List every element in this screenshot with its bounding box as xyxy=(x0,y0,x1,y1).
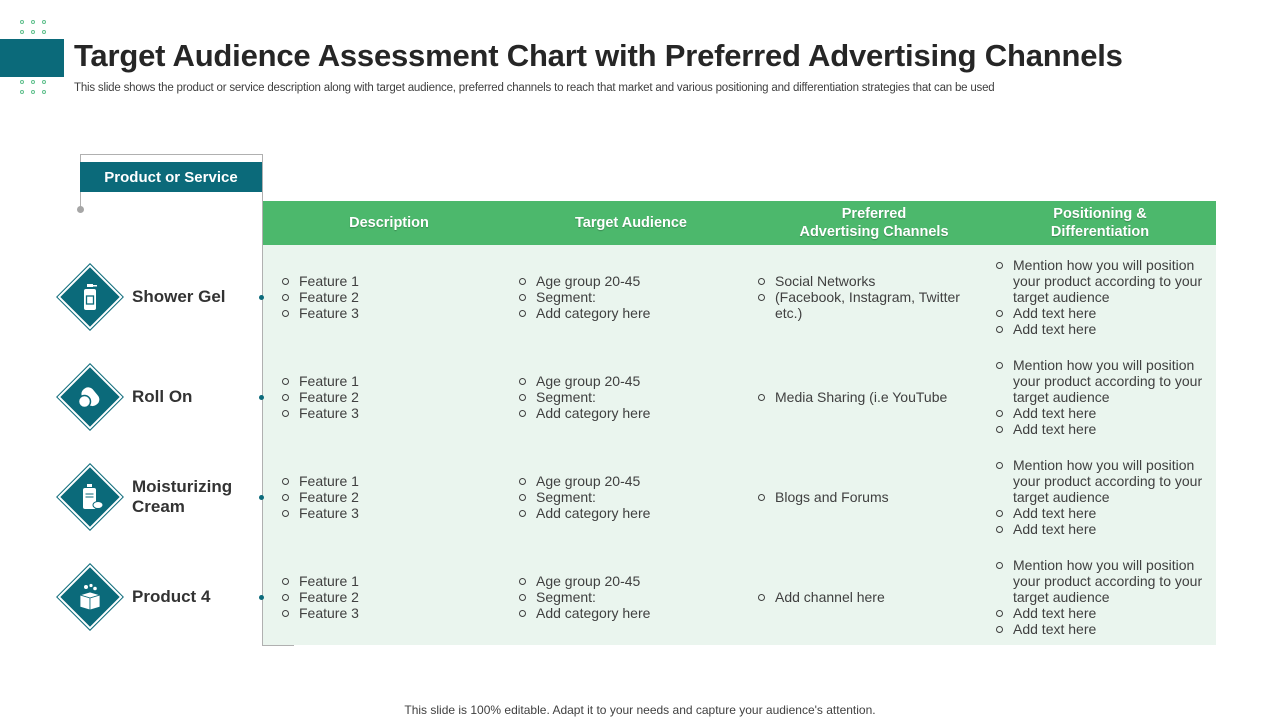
bullet-item: Feature 3 xyxy=(281,605,481,621)
product-name: Moisturizing Cream xyxy=(132,477,233,516)
decorative-dot xyxy=(20,30,24,34)
bullet-item: Feature 2 xyxy=(281,289,481,305)
cell-description xyxy=(281,573,481,621)
bullet-item: Segment: xyxy=(518,489,738,505)
bullet-item: Add category here xyxy=(518,305,738,321)
bullet-item: Add text here xyxy=(995,621,1215,637)
bullet-item: Feature 3 xyxy=(281,305,481,321)
bullet-item: Feature 1 xyxy=(281,273,481,289)
column-header-positioning: Positioning & Differentiation xyxy=(1050,206,1150,240)
decorative-dot xyxy=(42,80,46,84)
bullet-item: Add category here xyxy=(518,505,738,521)
table-header xyxy=(263,201,1216,245)
cell-positioning xyxy=(995,257,1215,337)
bullet-item: Age group 20-45 xyxy=(518,373,738,389)
cell-channels xyxy=(757,489,972,505)
bullet-item: Add channel here xyxy=(757,589,972,605)
product-service-header: Product or Service xyxy=(80,162,262,192)
bullet-item: Feature 1 xyxy=(281,373,481,389)
bullet-item: Age group 20-45 xyxy=(518,573,738,589)
bullet-item: Segment: xyxy=(518,389,738,405)
column-header-description: Description xyxy=(349,215,429,231)
bracket-knob xyxy=(77,206,84,213)
cell-description xyxy=(281,473,481,521)
cell-audience xyxy=(518,273,738,321)
bracket-line-top xyxy=(80,154,263,155)
cell-positioning xyxy=(995,557,1215,637)
column-header-advertising-channels: Preferred Advertising Channels xyxy=(799,206,949,240)
bullet-item: Add text here xyxy=(995,305,1215,321)
decorative-dot xyxy=(42,20,46,24)
bullet-item: Feature 3 xyxy=(281,405,481,421)
cell-audience xyxy=(518,373,738,421)
bullet-item: Add text here xyxy=(995,421,1215,437)
row-connector-dot xyxy=(259,495,264,500)
bullet-item: Add text here xyxy=(995,521,1215,537)
decorative-dot xyxy=(42,90,46,94)
bullet-item: Add text here xyxy=(995,605,1215,621)
cell-description xyxy=(281,373,481,421)
cell-channels xyxy=(757,273,972,321)
cell-channels xyxy=(757,589,972,605)
bullet-item: Mention how you will position your product according to your target audience xyxy=(995,457,1215,505)
decorative-dot xyxy=(31,90,35,94)
bullet-item: Mention how you will position your product according to your target audience xyxy=(995,357,1215,405)
bullet-item: Media Sharing (i.e YouTube xyxy=(757,389,972,405)
bullet-item: Add category here xyxy=(518,405,738,421)
decorative-dot xyxy=(20,90,24,94)
gift-box-icon xyxy=(74,581,106,613)
bullet-item: Feature 2 xyxy=(281,589,481,605)
page-subtitle: This slide shows the product or service description along with target audience, preferred channels to reach that market and various positioning and differentiation strategies that can be used xyxy=(74,82,995,94)
row-connector-dot xyxy=(259,595,264,600)
cell-positioning xyxy=(995,357,1215,437)
column-header-target-audience: Target Audience xyxy=(575,215,687,231)
bullet-item: Social Networks xyxy=(757,273,972,289)
footer-note: This slide is 100% editable. Adapt it to your needs and capture your audience's attention. xyxy=(404,703,876,717)
bullet-item: Segment: xyxy=(518,289,738,305)
cell-audience xyxy=(518,473,738,521)
decorative-accent-block xyxy=(0,39,64,77)
decorative-dot xyxy=(31,30,35,34)
bracket-line-bottom xyxy=(262,645,294,646)
cell-channels xyxy=(757,389,972,405)
cell-positioning xyxy=(995,457,1215,537)
bullet-item: Mention how you will position your product according to your target audience xyxy=(995,557,1215,605)
bullet-item: Segment: xyxy=(518,589,738,605)
row-connector-dot xyxy=(259,295,264,300)
bullet-item: Add text here xyxy=(995,505,1215,521)
bullet-item: (Facebook, Instagram, Twitter etc.) xyxy=(757,289,972,321)
bullet-item: Add text here xyxy=(995,321,1215,337)
cell-audience xyxy=(518,573,738,621)
product-name: Shower Gel xyxy=(132,287,226,306)
decorative-dot xyxy=(20,80,24,84)
product-name: Product 4 xyxy=(132,587,211,606)
decorative-dot xyxy=(31,80,35,84)
bullet-item: Feature 2 xyxy=(281,389,481,405)
decorative-dot xyxy=(42,30,46,34)
bullet-item: Add text here xyxy=(995,405,1215,421)
bullet-item: Mention how you will position your product according to your target audience xyxy=(995,257,1215,305)
bullet-item: Feature 3 xyxy=(281,505,481,521)
bullet-item: Feature 1 xyxy=(281,573,481,589)
bullet-item: Age group 20-45 xyxy=(518,273,738,289)
cream-jar-icon xyxy=(74,481,106,513)
bullet-item: Feature 2 xyxy=(281,489,481,505)
page-title: Target Audience Assessment Chart with Preferred Advertising Channels xyxy=(74,38,1123,73)
row-connector-dot xyxy=(259,395,264,400)
product-name: Roll On xyxy=(132,387,193,406)
bullet-item: Add category here xyxy=(518,605,738,621)
roll-on-icon xyxy=(74,381,106,413)
bullet-item: Feature 1 xyxy=(281,473,481,489)
decorative-dot xyxy=(31,20,35,24)
bullet-item: Blogs and Forums xyxy=(757,489,972,505)
cell-description xyxy=(281,273,481,321)
bullet-item: Age group 20-45 xyxy=(518,473,738,489)
decorative-dot xyxy=(20,20,24,24)
shower-gel-bottle-icon xyxy=(74,281,106,313)
